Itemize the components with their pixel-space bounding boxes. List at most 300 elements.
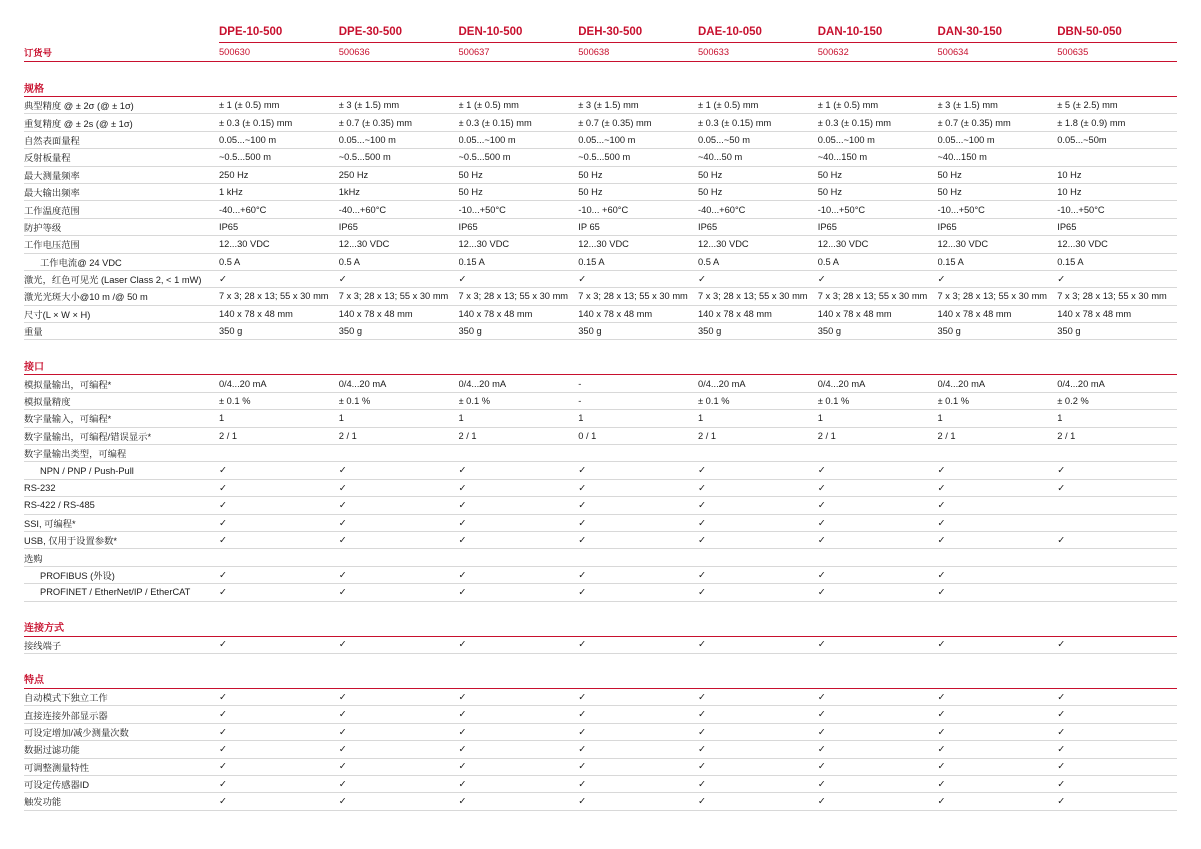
check-icon: ✓ <box>219 569 227 581</box>
table-cell: 2 / 1 <box>339 427 459 444</box>
table-cell <box>698 723 818 740</box>
order-number-value: 500635 <box>1057 43 1177 62</box>
section-title-filler <box>1057 668 1177 689</box>
table-cell <box>938 584 1058 601</box>
table-cell: -10... +60°C <box>578 201 698 218</box>
table-cell: 0.5 A <box>818 253 938 270</box>
section-title-filler <box>698 354 818 375</box>
table-row <box>24 462 1177 479</box>
table-cell: 1kHz <box>339 183 459 200</box>
table-cell <box>339 497 459 514</box>
check-icon: ✓ <box>817 482 826 494</box>
check-icon: ✓ <box>817 744 826 756</box>
row-label: 可设定增加/减少测量次数 <box>24 723 219 740</box>
check-icon: ✓ <box>458 778 467 790</box>
column-header-1: DPE-30-500 <box>339 16 459 43</box>
section-title-filler <box>818 668 938 689</box>
check-icon: ✓ <box>458 569 467 581</box>
table-row <box>24 793 1177 810</box>
table-cell: ± 0.2 % <box>1057 392 1177 409</box>
check-icon: ✓ <box>1057 796 1066 808</box>
check-icon: ✓ <box>219 273 227 285</box>
table-cell: ~40...150 m <box>938 149 1058 166</box>
table-cell <box>938 566 1058 583</box>
table-cell: 250 Hz <box>219 166 339 183</box>
table-cell <box>698 758 818 775</box>
column-header-4: DAE-10-050 <box>698 16 818 43</box>
order-number-value: 500636 <box>339 43 459 62</box>
table-row <box>24 479 1177 496</box>
table-cell: 0.5 A <box>339 253 459 270</box>
row-label: 可设定传感器ID <box>24 775 219 792</box>
table-cell: 12...30 VDC <box>459 236 579 253</box>
check-icon: ✓ <box>458 744 467 756</box>
section-title-filler <box>1057 616 1177 637</box>
check-icon: ✓ <box>338 273 347 285</box>
table-row <box>24 236 1177 253</box>
row-label: 数据过滤功能 <box>24 741 219 758</box>
check-icon: ✓ <box>817 517 826 529</box>
table-cell: 50 Hz <box>578 166 698 183</box>
row-label: 防护等级 <box>24 218 219 235</box>
check-icon: ✓ <box>937 587 946 599</box>
table-cell: 350 g <box>698 323 818 340</box>
table-cell <box>938 462 1058 479</box>
table-cell: 0.15 A <box>1057 253 1177 270</box>
table-cell <box>698 584 818 601</box>
specification-table <box>24 16 1177 811</box>
check-icon: ✓ <box>698 569 706 581</box>
check-icon: ✓ <box>698 796 706 808</box>
table-cell: 0.05...~100 m <box>578 131 698 148</box>
table-body <box>24 43 1177 811</box>
table-cell: IP65 <box>459 218 579 235</box>
table-cell: 1 kHz <box>219 183 339 200</box>
table-cell: IP65 <box>219 218 339 235</box>
check-icon: ✓ <box>578 465 587 477</box>
table-cell <box>578 741 698 758</box>
check-icon: ✓ <box>458 482 467 494</box>
check-icon: ✓ <box>1057 691 1066 703</box>
table-cell: 0.05...~100 m <box>818 131 938 148</box>
table-cell <box>459 688 579 705</box>
check-icon: ✓ <box>458 273 467 285</box>
table-row <box>24 566 1177 583</box>
table-cell: 350 g <box>339 323 459 340</box>
table-row <box>24 183 1177 200</box>
section-title-filler <box>698 76 818 97</box>
table-cell: 12...30 VDC <box>1057 236 1177 253</box>
table-row <box>24 288 1177 305</box>
table-cell <box>578 636 698 653</box>
section-spacer <box>24 340 1177 355</box>
check-icon: ✓ <box>578 482 587 494</box>
table-cell <box>1057 584 1177 601</box>
table-cell: 7 x 3; 28 x 13; 55 x 30 mm <box>219 288 339 305</box>
check-icon: ✓ <box>219 778 227 790</box>
table-cell <box>578 462 698 479</box>
check-icon: ✓ <box>219 796 227 808</box>
section-title-filler <box>459 76 579 97</box>
table-cell <box>578 723 698 740</box>
table-cell: 12...30 VDC <box>818 236 938 253</box>
table-cell <box>698 636 818 653</box>
table-cell: 2 / 1 <box>459 427 579 444</box>
row-label: 尺寸(L × W × H) <box>24 305 219 322</box>
table-cell <box>219 566 339 583</box>
table-cell: 0 / 1 <box>578 427 698 444</box>
table-cell <box>459 462 579 479</box>
column-header-7: DBN-50-050 <box>1057 16 1177 43</box>
table-cell: -10...+50°C <box>459 201 579 218</box>
check-icon: ✓ <box>458 761 467 773</box>
table-cell <box>339 566 459 583</box>
table-row <box>24 166 1177 183</box>
section-title-filler <box>578 668 698 689</box>
table-cell: IP65 <box>698 218 818 235</box>
table-cell <box>1057 497 1177 514</box>
table-row <box>24 114 1177 131</box>
table-cell <box>938 479 1058 496</box>
check-icon: ✓ <box>458 500 467 512</box>
section-title-filler <box>219 354 339 375</box>
row-label: 模拟量输出，可编程* <box>24 375 219 392</box>
table-row <box>24 497 1177 514</box>
table-cell: 7 x 3; 28 x 13; 55 x 30 mm <box>1057 288 1177 305</box>
table-cell <box>938 741 1058 758</box>
table-cell <box>459 479 579 496</box>
check-icon: ✓ <box>578 726 587 738</box>
table-cell <box>1057 149 1177 166</box>
table-cell <box>818 549 938 566</box>
table-cell <box>698 566 818 583</box>
row-label: SSI, 可编程* <box>24 514 219 531</box>
table-cell <box>578 549 698 566</box>
table-cell: 7 x 3; 28 x 13; 55 x 30 mm <box>339 288 459 305</box>
table-cell <box>818 636 938 653</box>
check-icon: ✓ <box>937 709 946 721</box>
section-spacer <box>24 653 1177 668</box>
section-title-filler <box>578 354 698 375</box>
check-icon: ✓ <box>1057 465 1066 477</box>
check-icon: ✓ <box>698 726 706 738</box>
order-number-row <box>24 43 1177 62</box>
section-title-filler <box>578 616 698 637</box>
table-cell <box>578 566 698 583</box>
section-title-filler <box>339 76 459 97</box>
table-cell <box>578 531 698 548</box>
table-cell <box>698 793 818 810</box>
check-icon: ✓ <box>817 709 826 721</box>
column-header-6: DAN-30-150 <box>938 16 1058 43</box>
table-cell: 50 Hz <box>459 166 579 183</box>
row-label: 可调整测量特性 <box>24 758 219 775</box>
table-cell: 50 Hz <box>459 183 579 200</box>
table-cell <box>1057 445 1177 462</box>
check-icon: ✓ <box>817 273 826 285</box>
table-cell: 350 g <box>818 323 938 340</box>
section-title-row <box>24 616 1177 637</box>
table-cell: 350 g <box>459 323 579 340</box>
section-title: 规格 <box>24 76 219 97</box>
table-cell <box>818 584 938 601</box>
table-cell <box>459 566 579 583</box>
table-cell: -10...+50°C <box>1057 201 1177 218</box>
table-cell: 0.5 A <box>698 253 818 270</box>
check-icon: ✓ <box>578 273 587 285</box>
table-cell <box>1057 636 1177 653</box>
table-cell: -40...+60°C <box>698 201 818 218</box>
check-icon: ✓ <box>458 534 467 546</box>
table-cell: -10...+50°C <box>938 201 1058 218</box>
check-icon: ✓ <box>338 587 347 599</box>
check-icon: ✓ <box>937 482 946 494</box>
table-cell: 1 <box>698 410 818 427</box>
table-cell: 12...30 VDC <box>938 236 1058 253</box>
table-cell: 140 x 78 x 48 mm <box>938 305 1058 322</box>
spacer-cell <box>24 340 1177 355</box>
table-cell <box>818 758 938 775</box>
section-title-row <box>24 354 1177 375</box>
section-title-row <box>24 76 1177 97</box>
table-cell: 140 x 78 x 48 mm <box>339 305 459 322</box>
check-icon: ✓ <box>338 500 347 512</box>
spacer-cell <box>24 601 1177 616</box>
table-cell <box>459 758 579 775</box>
table-cell <box>339 479 459 496</box>
table-cell: -40...+60°C <box>339 201 459 218</box>
table-cell: 0/4...20 mA <box>459 375 579 392</box>
check-icon: ✓ <box>458 691 467 703</box>
table-cell: 2 / 1 <box>698 427 818 444</box>
table-cell: 0.05...~100 m <box>459 131 579 148</box>
table-cell: 0.15 A <box>459 253 579 270</box>
table-cell: 2 / 1 <box>938 427 1058 444</box>
row-label: 典型精度 @ ± 2σ (@ ± 1σ) <box>24 97 219 114</box>
order-number-value: 500633 <box>698 43 818 62</box>
table-cell: 1 <box>1057 410 1177 427</box>
table-cell: ± 0.3 (± 0.15) mm <box>818 114 938 131</box>
table-cell <box>818 723 938 740</box>
check-icon: ✓ <box>338 482 347 494</box>
table-cell: ± 3 (± 1.5) mm <box>578 97 698 114</box>
column-header-3: DEH-30-500 <box>578 16 698 43</box>
table-cell <box>818 741 938 758</box>
section-title-filler <box>698 668 818 689</box>
table-cell: IP65 <box>339 218 459 235</box>
table-cell <box>219 723 339 740</box>
check-icon: ✓ <box>578 587 587 599</box>
table-cell <box>219 688 339 705</box>
table-cell <box>339 636 459 653</box>
table-cell <box>219 741 339 758</box>
check-icon: ✓ <box>578 778 587 790</box>
table-cell <box>219 758 339 775</box>
table-cell <box>698 706 818 723</box>
table-cell: 50 Hz <box>938 183 1058 200</box>
table-cell <box>1057 758 1177 775</box>
table-cell <box>578 758 698 775</box>
table-cell <box>818 531 938 548</box>
table-cell <box>339 741 459 758</box>
order-number-value: 500637 <box>459 43 579 62</box>
table-cell: 12...30 VDC <box>339 236 459 253</box>
table-cell: 1 <box>219 410 339 427</box>
order-number-value: 500634 <box>938 43 1058 62</box>
section-spacer <box>24 601 1177 616</box>
check-icon: ✓ <box>338 569 347 581</box>
table-cell <box>1057 531 1177 548</box>
check-icon: ✓ <box>458 639 467 651</box>
spacer-cell <box>24 653 1177 668</box>
section-title: 接口 <box>24 354 219 375</box>
check-icon: ✓ <box>458 709 467 721</box>
table-cell: 7 x 3; 28 x 13; 55 x 30 mm <box>818 288 938 305</box>
row-label: PROFINET / EtherNet/IP / EtherCAT <box>24 584 219 601</box>
table-cell: - <box>578 375 698 392</box>
table-cell <box>219 584 339 601</box>
check-icon: ✓ <box>219 587 227 599</box>
row-label: 最大输出频率 <box>24 183 219 200</box>
check-icon: ✓ <box>1057 778 1066 790</box>
check-icon: ✓ <box>1057 744 1066 756</box>
table-cell: 0.5 A <box>219 253 339 270</box>
table-cell <box>1057 723 1177 740</box>
table-cell <box>578 270 698 287</box>
check-icon: ✓ <box>937 796 946 808</box>
table-cell <box>938 445 1058 462</box>
table-row <box>24 131 1177 148</box>
row-label: 模拟量精度 <box>24 392 219 409</box>
table-cell <box>339 462 459 479</box>
table-cell <box>459 723 579 740</box>
table-cell <box>219 514 339 531</box>
table-cell <box>818 497 938 514</box>
order-number-value: 500630 <box>219 43 339 62</box>
section-title-filler <box>339 616 459 637</box>
section-title-filler <box>219 668 339 689</box>
table-cell <box>1057 793 1177 810</box>
check-icon: ✓ <box>338 465 347 477</box>
check-icon: ✓ <box>219 709 227 721</box>
section-title-filler <box>339 668 459 689</box>
section-title-filler <box>459 616 579 637</box>
table-cell: ± 1.8 (± 0.9) mm <box>1057 114 1177 131</box>
table-cell <box>698 549 818 566</box>
check-icon: ✓ <box>937 569 946 581</box>
table-cell: ± 1 (± 0.5) mm <box>698 97 818 114</box>
table-cell: ~0.5...500 m <box>219 149 339 166</box>
table-cell <box>1057 566 1177 583</box>
table-row <box>24 688 1177 705</box>
check-icon: ✓ <box>1057 709 1066 721</box>
check-icon: ✓ <box>219 517 227 529</box>
check-icon: ✓ <box>937 726 946 738</box>
check-icon: ✓ <box>338 639 347 651</box>
check-icon: ✓ <box>1057 726 1066 738</box>
table-row <box>24 706 1177 723</box>
table-cell <box>339 706 459 723</box>
table-cell <box>938 636 1058 653</box>
row-label: 反射板量程 <box>24 149 219 166</box>
check-icon: ✓ <box>698 761 706 773</box>
column-header-5: DAN-10-150 <box>818 16 938 43</box>
check-icon: ✓ <box>338 534 347 546</box>
table-cell: 2 / 1 <box>219 427 339 444</box>
table-cell: ~40...50 m <box>698 149 818 166</box>
table-cell: 1 <box>339 410 459 427</box>
check-icon: ✓ <box>578 639 587 651</box>
table-cell <box>459 584 579 601</box>
row-label: 选购 <box>24 549 219 566</box>
section-title: 连接方式 <box>24 616 219 637</box>
table-cell: ~40...150 m <box>818 149 938 166</box>
table-row <box>24 149 1177 166</box>
section-title-filler <box>219 76 339 97</box>
table-cell: 0/4...20 mA <box>698 375 818 392</box>
table-cell: ± 0.1 % <box>698 392 818 409</box>
row-label: 激光光斑大小@10 m /@ 50 m <box>24 288 219 305</box>
table-cell <box>938 549 1058 566</box>
table-cell: IP65 <box>818 218 938 235</box>
table-cell <box>459 514 579 531</box>
table-cell <box>818 566 938 583</box>
table-cell: ± 0.3 (± 0.15) mm <box>459 114 579 131</box>
table-cell <box>459 445 579 462</box>
table-cell <box>339 688 459 705</box>
table-cell <box>1057 270 1177 287</box>
table-cell: 140 x 78 x 48 mm <box>459 305 579 322</box>
check-icon: ✓ <box>219 726 227 738</box>
section-title-filler <box>698 616 818 637</box>
table-cell: 0/4...20 mA <box>1057 375 1177 392</box>
table-cell <box>1057 741 1177 758</box>
row-label: 工作电流@ 24 VDC <box>24 253 219 270</box>
table-cell <box>578 706 698 723</box>
table-cell: 7 x 3; 28 x 13; 55 x 30 mm <box>578 288 698 305</box>
table-cell <box>1057 688 1177 705</box>
row-label: 数字量输入，可编程* <box>24 410 219 427</box>
table-cell: ± 0.1 % <box>219 392 339 409</box>
section-spacer <box>24 62 1177 77</box>
table-cell: 50 Hz <box>818 183 938 200</box>
table-cell <box>339 270 459 287</box>
check-icon: ✓ <box>1057 482 1066 494</box>
table-cell <box>578 793 698 810</box>
check-icon: ✓ <box>219 744 227 756</box>
table-cell: 50 Hz <box>578 183 698 200</box>
row-label: 数字量输出，可编程/错误显示* <box>24 427 219 444</box>
row-label: RS-232 <box>24 479 219 496</box>
table-cell <box>818 688 938 705</box>
table-row <box>24 531 1177 548</box>
table-cell: 12...30 VDC <box>698 236 818 253</box>
table-cell: ± 0.1 % <box>938 392 1058 409</box>
row-label: RS-422 / RS-485 <box>24 497 219 514</box>
check-icon: ✓ <box>937 778 946 790</box>
table-cell <box>818 270 938 287</box>
check-icon: ✓ <box>578 517 587 529</box>
table-cell <box>938 497 1058 514</box>
table-cell <box>459 531 579 548</box>
table-row <box>24 723 1177 740</box>
section-title-filler <box>339 354 459 375</box>
table-row <box>24 375 1177 392</box>
table-cell <box>698 497 818 514</box>
table-cell <box>578 479 698 496</box>
check-icon: ✓ <box>219 761 227 773</box>
table-cell: ± 3 (± 1.5) mm <box>339 97 459 114</box>
